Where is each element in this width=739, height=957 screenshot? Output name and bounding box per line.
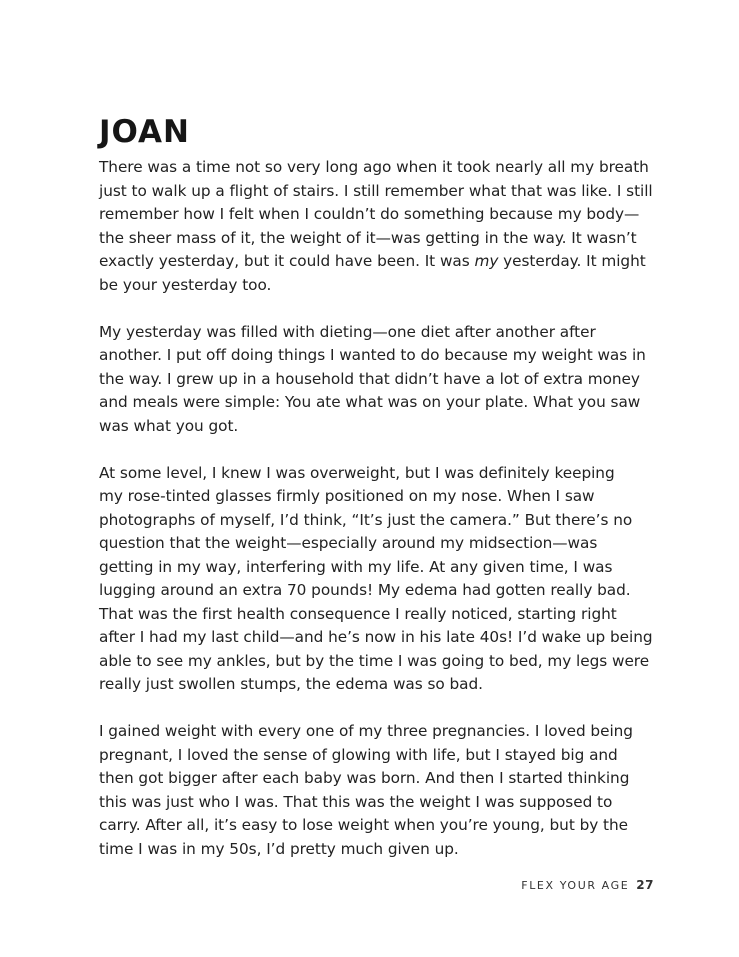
emphasis-text: my — [474, 252, 499, 270]
text-line: question that the weight—especially around my midsection—was — [99, 534, 598, 552]
text-line: the sheer mass of it, the weight of it—was getting in the way. It wasn’t — [99, 228, 637, 247]
text-line: photographs of myself, I’d think, “It’s just the camera.” But there’s no — [99, 510, 633, 529]
text-line: My yesterday was filled with dieting—one diet after another after — [99, 322, 596, 341]
text-line: There was a time not so very long ago when it took nearly all my breath — [99, 158, 649, 176]
text-line: just to walk up a flight of stairs. I still remember what that was like. I still — [99, 181, 653, 200]
text-line: was what you got. — [99, 416, 239, 435]
section-heading: JOAN — [99, 114, 190, 150]
text-line: after I had my last child—and he’s now in his late 40s! I’d wake up being — [99, 628, 653, 646]
running-title: FLEX YOUR AGE — [521, 879, 630, 892]
text-run: exactly yesterday, but it could have been. It was — [99, 252, 475, 270]
paragraph-2 — [99, 321, 644, 439]
text-line: I gained weight with every one of my three pregnancies. I loved being — [99, 722, 633, 740]
text-line: time I was in my 50s, I’d pretty much given up. — [99, 839, 459, 858]
text-line: lugging around an extra 70 pounds! My edema had gotten really bad. — [99, 581, 631, 599]
text-line: be your yesterday too. — [99, 275, 272, 294]
page-footer — [521, 878, 654, 893]
paragraph-1 — [99, 156, 653, 297]
text-line: then got bigger after each baby was born. And then I started thinking — [99, 769, 630, 787]
text-line: pregnant, I loved the sense of glowing with life, but I stayed big and — [99, 745, 618, 764]
body-text — [99, 156, 653, 885]
text-line: another. I put off doing things I wanted to do because my weight was in — [99, 346, 646, 364]
text-line: That was the first health consequence I really noticed, starting right — [99, 604, 617, 623]
text-line: the way. I grew up in a household that didn’t have a lot of extra money — [99, 369, 640, 388]
text-line: getting in my way, interfering with my life. At any given time, I was — [99, 557, 613, 576]
page-number: 27 — [636, 878, 654, 892]
text-line: really just swollen stumps, the edema was so bad. — [99, 675, 483, 693]
text-line: At some level, I knew I was overweight, but I was definitely keeping — [99, 463, 615, 482]
text-run: yesterday. It might — [498, 252, 646, 270]
text-line: remember how I felt when I couldn’t do something because my body— — [99, 205, 640, 223]
text-line: this was just who I was. That this was the weight I was supposed to — [99, 792, 613, 811]
text-line: carry. After all, it’s easy to lose weight when you’re young, but by the — [99, 816, 629, 834]
text-line: able to see my ankles, but by the time I was going to bed, my legs were — [99, 651, 650, 670]
paragraph-3 — [99, 462, 653, 697]
paragraph-4 — [99, 720, 644, 861]
text-line: and meals were simple: You ate what was on your plate. What you saw — [99, 393, 641, 411]
text-line: my rose-tinted glasses firmly positioned on my nose. When I saw — [99, 487, 595, 505]
text-line — [99, 250, 644, 274]
